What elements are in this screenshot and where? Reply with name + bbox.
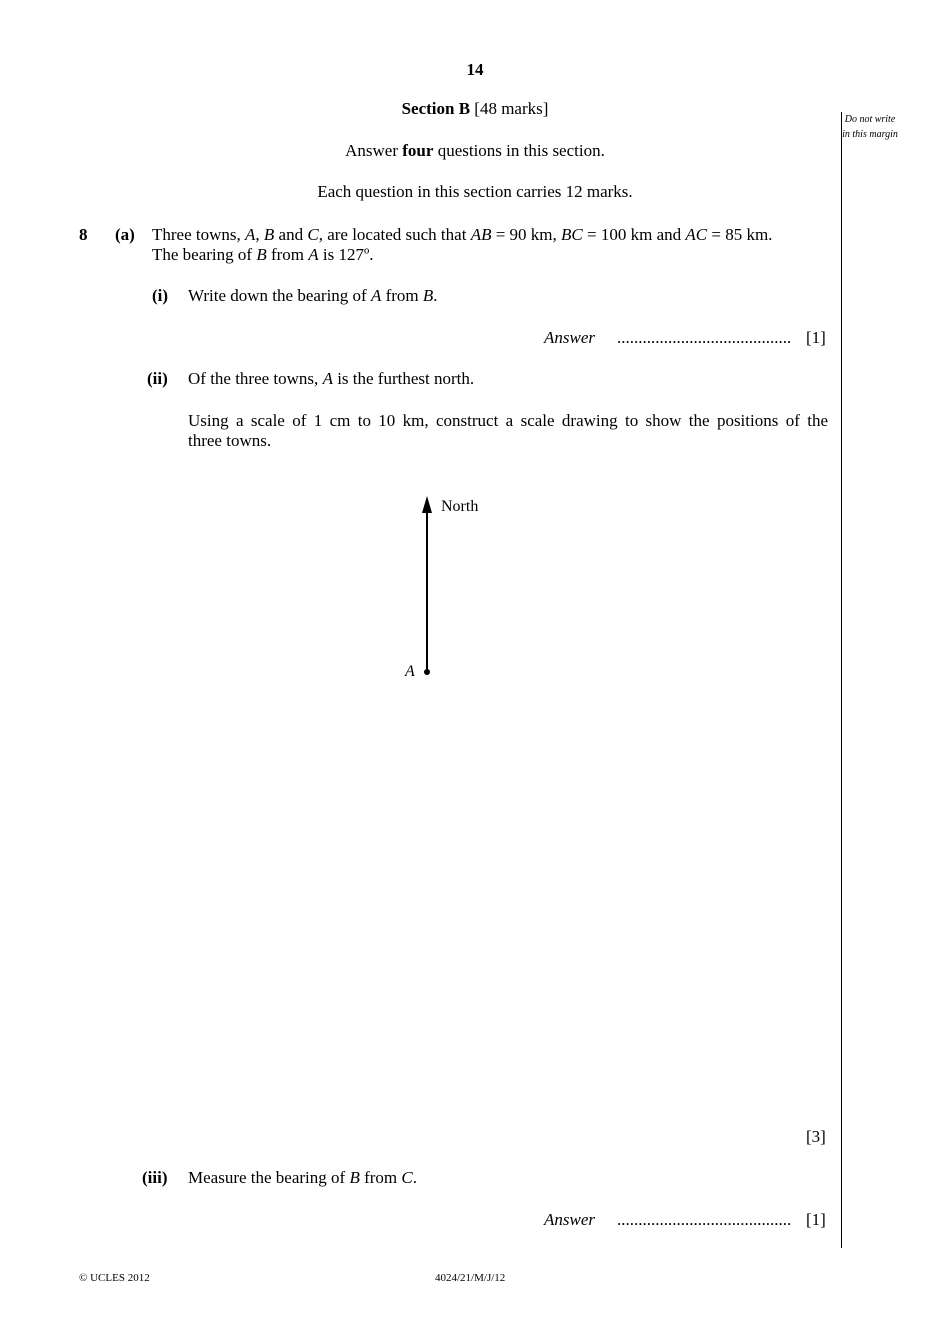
- answer-label-i: Answer: [544, 328, 595, 347]
- point-a-dot: [424, 669, 430, 675]
- margin-note: Do not write in this margin: [842, 114, 898, 140]
- answer-label-iii: Answer: [544, 1210, 595, 1229]
- footer-copyright: © UCLES 2012: [79, 1272, 150, 1284]
- section-instruction: Answer four questions in this section.: [345, 141, 605, 160]
- part-a-label: (a): [115, 225, 135, 244]
- question-number: 8: [79, 225, 88, 244]
- north-label: North: [441, 498, 479, 515]
- marks-ii: [3]: [806, 1127, 826, 1146]
- question-intro-line2: The bearing of B from A is 127º.: [152, 245, 374, 264]
- sub-iii-label: (iii): [142, 1168, 168, 1187]
- section-marks: [48 marks]: [474, 99, 549, 118]
- sub-iii-text: Measure the bearing of B from C.: [188, 1168, 417, 1187]
- page-number: 14: [466, 60, 484, 79]
- sub-i-label: (i): [152, 286, 169, 305]
- sub-ii-instruction-line2: three towns.: [188, 431, 272, 450]
- footer-code: 4024/21/M/J/12: [435, 1272, 506, 1284]
- question-intro-line1: Three towns, A, B and C, are located such that AB = 90 km, BC = 100 km and AC = 85 km.: [152, 225, 773, 244]
- sub-ii-label: (ii): [147, 369, 168, 388]
- north-arrowhead-icon: [422, 496, 432, 513]
- sub-i-text: Write down the bearing of A from B.: [188, 286, 438, 305]
- marks-i: [1]: [806, 328, 826, 347]
- marks-iii: [1]: [806, 1210, 826, 1229]
- point-a-label: A: [405, 663, 415, 680]
- marks-note: Each question in this section carries 12 marks.: [317, 182, 633, 201]
- answer-line-i[interactable]: .........................................: [617, 328, 792, 347]
- section-title: Section B: [401, 99, 471, 118]
- sub-ii-text: Of the three towns, A is the furthest north.: [188, 369, 475, 388]
- answer-line-iii[interactable]: .........................................: [617, 1210, 792, 1229]
- sub-ii-instruction-line1: Using a scale of 1 cm to 10 km, construct a scale drawing to show the positions of the: [188, 411, 828, 430]
